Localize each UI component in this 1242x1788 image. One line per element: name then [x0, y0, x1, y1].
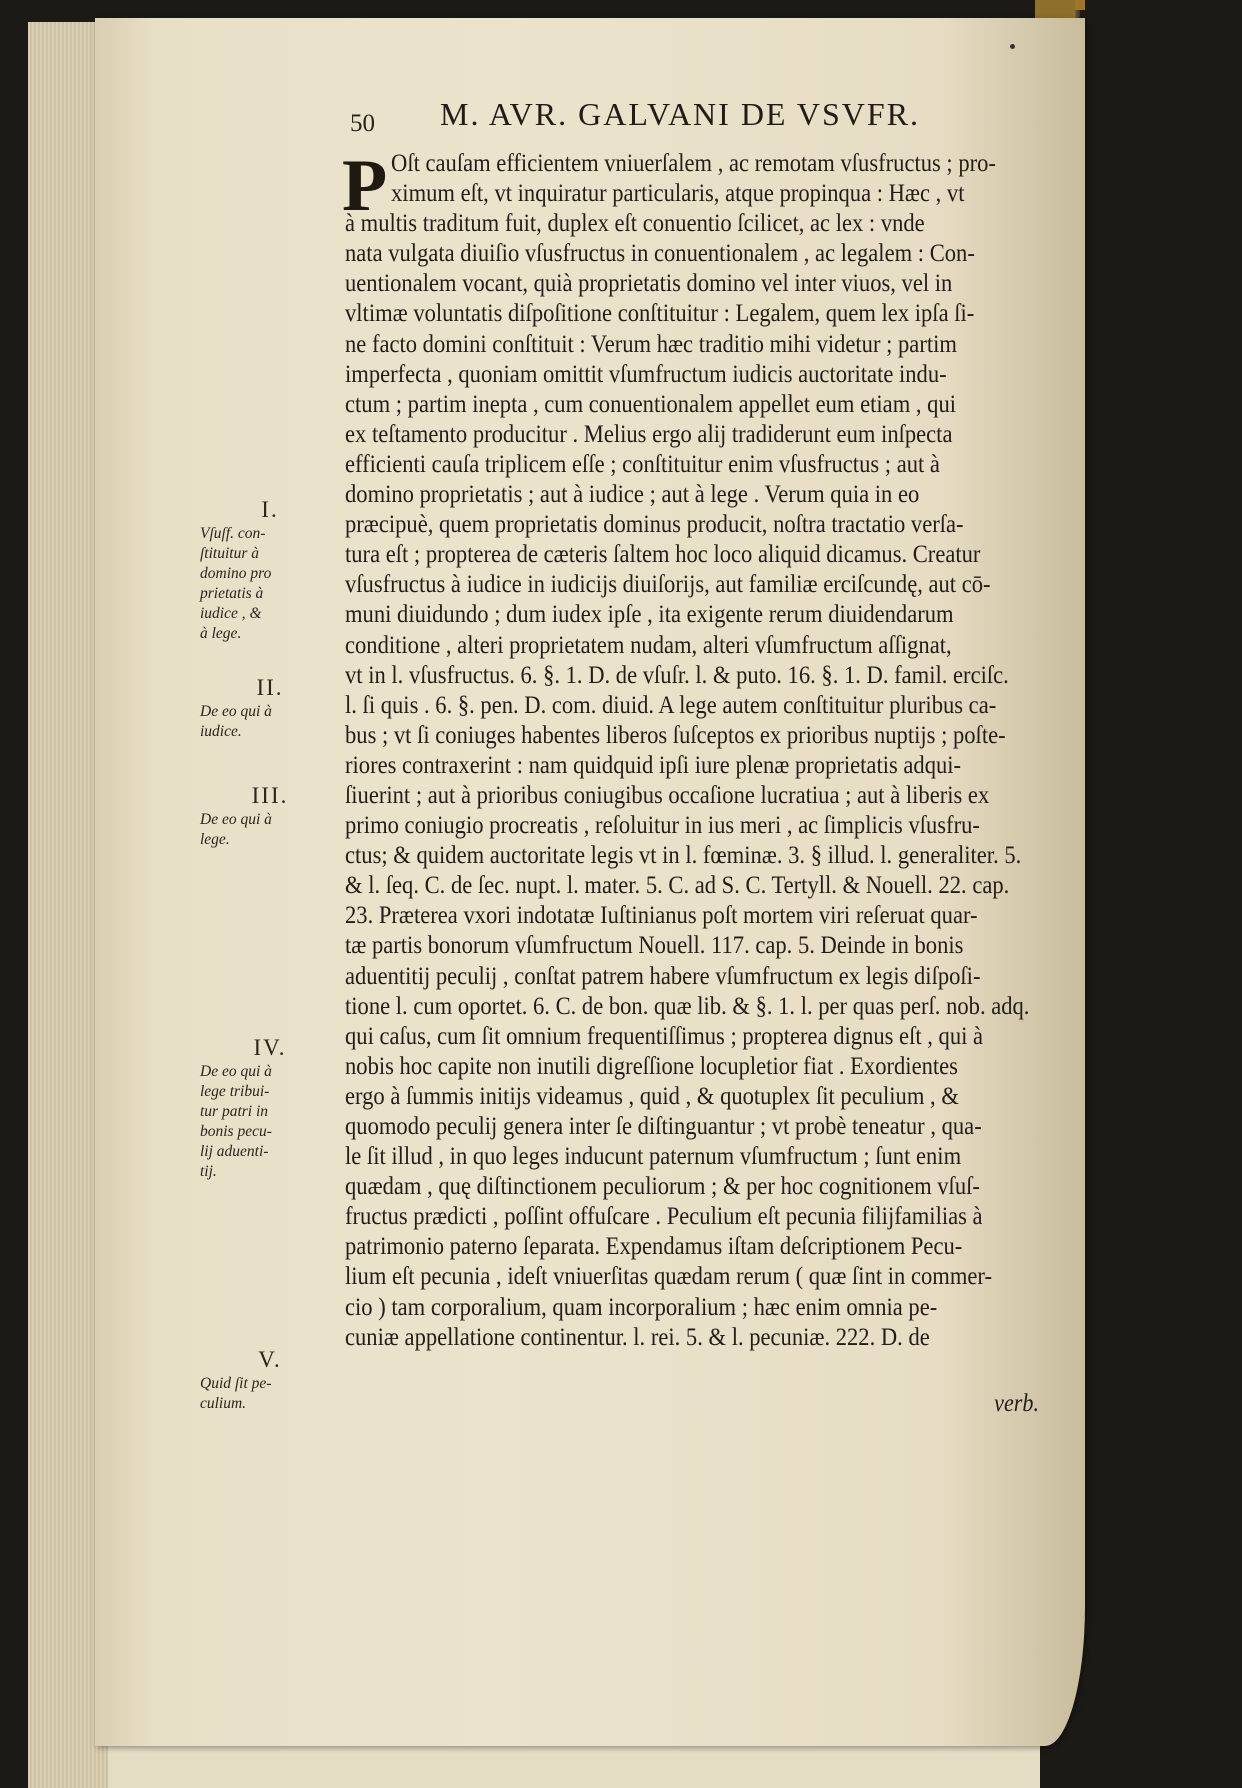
- text-line: ne facto domini conſtituit : Verum hæc traditio mihi videtur ; partim: [345, 328, 957, 358]
- margin-note-number: I.: [261, 497, 279, 522]
- margin-note-2: [200, 676, 340, 742]
- text-line: ctus; & quidem auctoritate legis vt in l. fœminæ. 3. § illud. l. generaliter. 5.: [345, 840, 1022, 870]
- text-line: tæ partis bonorum vſumfructum Nouell. 117. cap. 5. Deinde in bonis: [345, 930, 964, 960]
- margin-note-5: [200, 1348, 340, 1414]
- text-line: Oſt cauſam efficientem vniuerſalem , ac remotam vſusfructus ; pro-: [391, 148, 996, 177]
- text-line: lium eſt pecunia , ideſt vniuerſitas quædam rerum ( quæ ſint in commer-: [345, 1261, 992, 1291]
- margin-note-number: V.: [258, 1347, 282, 1372]
- margin-note-3: [200, 784, 340, 850]
- margin-note-number: II.: [256, 675, 284, 700]
- text-line: ex teſtamento producitur . Melius ergo alij tradiderunt eum inſpecta: [345, 418, 953, 448]
- text-line: qui caſus, cum ſit omnium frequentiſſimus ; propterea dignus eſt , qui à: [345, 1020, 984, 1050]
- text-line: ximum eſt, vt inquiratur particularis, atque propinqua : Hæc , vt: [391, 178, 965, 208]
- text-line: vt in l. vſusfructus. 6. §. 1. D. de vſuſr. l. & puto. 16. §. 1. D. famil. erciſc.: [345, 659, 1009, 689]
- text-line: ergo à ſummis initijs videamus , quid , & quotuplex ſit peculium , &: [345, 1080, 959, 1110]
- main-text: [345, 148, 1087, 1352]
- text-line: vltimæ voluntatis diſpoſitione conſtituitur : Legalem, quem lex ipſa ſi-: [345, 298, 975, 328]
- text-line: quædam , quę diſtinctionem peculiorum ; & per hoc cognitionem vſuſ-: [345, 1171, 980, 1201]
- text-line: primo coniugio procreatis , reſoluitur in ius meri , ac ſimplicis vſusfru-: [345, 810, 980, 840]
- text-line: le ſit illud , in quo leges inducunt paternum vſumfructum ; ſunt enim: [345, 1141, 962, 1171]
- text-line: nata vulgata diuiſio vſusfructus in conuentionalem , ac legalem : Con-: [345, 238, 975, 268]
- text-line: 23. Præterea vxori indotatæ Iuſtinianus poſt mortem viri reſeruat quar-: [345, 900, 978, 930]
- margin-note-text: Vſuſf. con- ſtituitur à domino pro prietatis à iudice , & à lege.: [200, 525, 272, 642]
- text-line: uentionalem vocant, quià proprietatis domino vel inter viuos, vel in: [345, 268, 953, 298]
- margin-note-number: IV.: [253, 1035, 287, 1060]
- text-line: domino proprietatis ; aut à iudice ; aut à lege . Verum quia in eo: [345, 479, 920, 509]
- margin-note-4: [200, 1036, 340, 1182]
- margin-note-text: De eo qui à lege tribui- tur patri in bonis pecu- lij aduenti- tij.: [200, 1063, 272, 1180]
- text-line: à multis traditum fuit, duplex eſt conuentio ſcilicet, ac lex : vnde: [345, 208, 925, 238]
- text-line: quomodo peculij genera inter ſe diſtinguantur ; vt probè teneatur , qua-: [345, 1111, 982, 1140]
- page-number: 50: [350, 110, 375, 137]
- gilt-edge: [1035, 0, 1075, 18]
- ribbon-marker: [1075, 0, 1085, 10]
- running-head: M. AVR. GALVANI DE VSVFR.: [440, 96, 921, 132]
- text-line: imperfecta , quoniam omittit vſumfructum iudicis auctoritate indu-: [345, 358, 947, 388]
- catchword: verb.: [994, 1390, 1039, 1417]
- text-line: efficienti cauſa triplicem eſſe ; conſtituitur enim vſusfructus ; aut à: [345, 448, 940, 478]
- text-line: muni diuidundo ; dum iudex ipſe , ita exigente rerum diuidendarum: [345, 599, 954, 629]
- text-line: fructus prædicti , poſſint offuſcare . Peculium eſt pecunia filijfamilias à: [345, 1201, 983, 1231]
- text-line: riores contraxerint : nam quidquid ipſi iure plenæ proprietatis adqui-: [345, 749, 962, 779]
- text-line: l. ſi quis . 6. §. pen. D. com. diuid. A lege autem conſtituitur pluribus ca-: [345, 689, 997, 719]
- margin-notes: [200, 0, 340, 1788]
- text-line: tione l. cum oportet. 6. C. de bon. quæ lib. & §. 1. l. per quas perſ. nob. adq.: [345, 990, 1030, 1020]
- text-line: cuniæ appellatione continentur. l. rei. 5. & l. pecuniæ. 222. D. de: [345, 1321, 930, 1351]
- text-line: & l. ſeq. C. de ſec. nupt. l. mater. 5. C. ad S. C. Tertyll. & Nouell. 22. cap.: [345, 870, 1010, 900]
- text-line: vſusfructus à iudice in iudicijs diuiſorijs, aut familiæ erciſcundę, aut cō-: [345, 569, 991, 599]
- text-line: præcipuè, quem proprietatis dominus producit, noſtra tractatio verſa-: [345, 509, 964, 539]
- text-line: patrimonio paterno ſeparata. Expendamus iſtam deſcriptionem Pecu-: [345, 1231, 963, 1261]
- margin-note-number: III.: [251, 783, 289, 808]
- drop-cap: P: [342, 145, 388, 227]
- ink-speck: [1010, 44, 1015, 49]
- text-line: tura eſt ; propterea de cæteris ſaltem hoc loco aliquid dicamus. Creatur: [345, 539, 981, 569]
- page-header: [350, 96, 1040, 140]
- margin-note-text: De eo qui à iudice.: [200, 703, 272, 740]
- margin-note-1: [200, 498, 340, 644]
- text-line: ctum ; partim inepta , cum conuentionalem appellet eum etiam , qui: [345, 388, 957, 418]
- text-line: bus ; vt ſi coniuges habentes liberos ſuſceptos ex prioribus nuptijs ; poſte-: [345, 719, 1006, 749]
- text-line: nobis hoc capite non inutili digreſſione locupletior fiat . Exordientes: [345, 1050, 958, 1080]
- margin-note-text: De eo qui à lege.: [200, 811, 272, 848]
- text-line: conditione , alteri proprietatem nudam, alteri vſumfructum aſſignat,: [345, 629, 952, 659]
- text-line: cio ) tam corporalium, quam incorporalium ; hæc enim omnia pe-: [345, 1291, 938, 1321]
- margin-note-text: Quid ſit pe- culium.: [200, 1375, 272, 1412]
- text-line: ſiuerint ; aut à prioribus coniugibus occaſione lucratiua ; aut à liberis ex: [345, 779, 990, 809]
- text-line: aduentitij peculij , conſtat patrem habere vſumfructum ex legis diſpoſi-: [345, 960, 981, 990]
